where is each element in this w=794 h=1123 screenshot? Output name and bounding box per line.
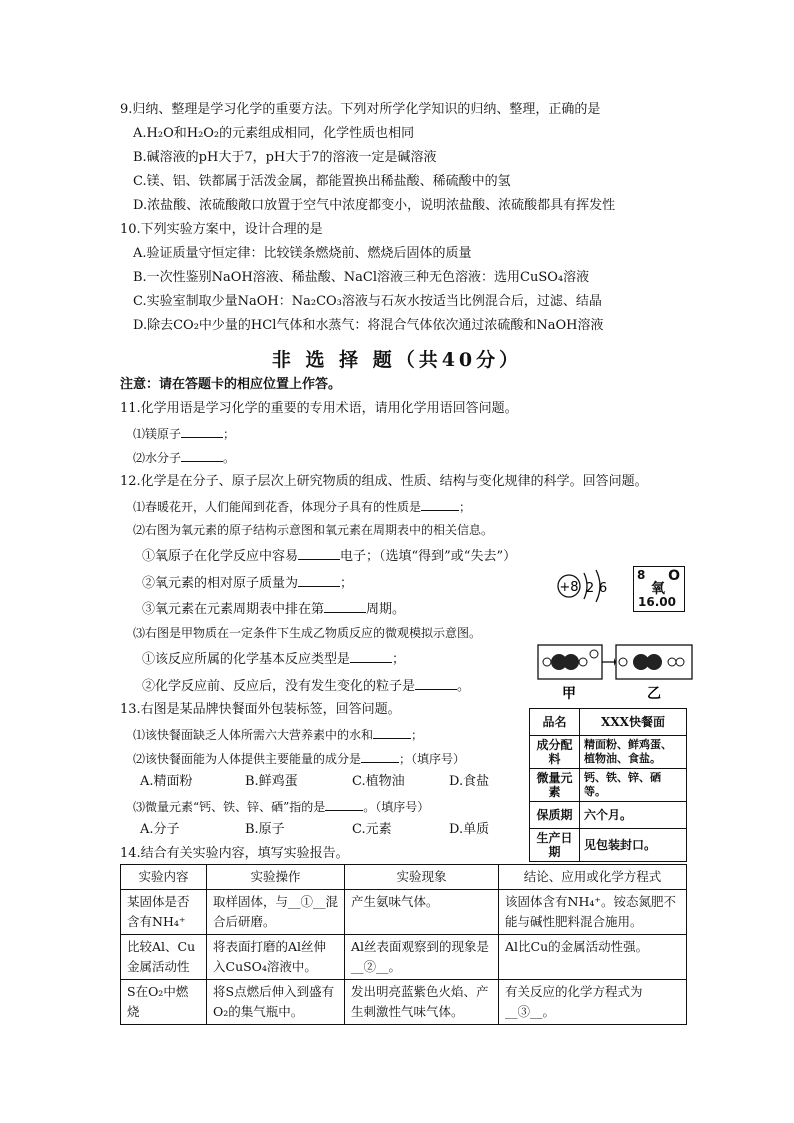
table-row bbox=[121, 890, 687, 935]
q10-option-c[interactable]: C.实验室制取少量NaOH：Na₂CO₃溶液与石灰水按适当比例混合后，过滤、结晶 bbox=[133, 294, 602, 309]
q11-stem: 11.化学用语是学习化学的重要的专用术语，请用化学用语回答问题。 bbox=[120, 401, 518, 416]
table-cell: 产生氨味气体。 bbox=[345, 890, 499, 935]
option[interactable]: B.鲜鸡蛋 bbox=[245, 774, 298, 789]
label: ⑴该快餐面缺乏人体所需六大营养素中的水和 bbox=[133, 728, 374, 742]
nucleus-charge: +8 bbox=[559, 580, 579, 595]
option[interactable]: C.植物油 bbox=[352, 774, 405, 789]
notice: 注意：请在答题卡的相应位置上作答。 bbox=[120, 377, 342, 392]
q9-option-d[interactable]: D.浓盐酸、浓硫酸敞口放置于空气中浓度都变小，说明浓盐酸、浓硫酸都具有挥发性 bbox=[133, 198, 616, 213]
q12-part3-2 bbox=[142, 676, 470, 696]
label-value: 见包装封口。 bbox=[580, 829, 687, 862]
punct: ； bbox=[459, 500, 472, 514]
table-cell: 该固体含有NH₄⁺。铵态氮肥不能与碱性肥料混合施用。 bbox=[499, 890, 687, 935]
table-header-row bbox=[121, 865, 687, 890]
label: ③氧元素在元素周期表中排在第 bbox=[142, 602, 325, 617]
q9-stem: 9.归纳、整理是学习化学的重要方法。下列对所学化学知识的归纳、整理，正确的是 bbox=[120, 102, 601, 117]
section-title: 非 选 择 题（共40分） bbox=[271, 349, 523, 371]
option[interactable]: A.分子 bbox=[140, 822, 180, 837]
label-row bbox=[530, 802, 687, 829]
label-key: 成分配料 bbox=[530, 736, 580, 769]
answer-blank[interactable] bbox=[350, 649, 392, 663]
label-value: 六个月。 bbox=[580, 802, 687, 829]
answer-blank[interactable] bbox=[298, 573, 340, 587]
shell-2-count: 6 bbox=[598, 581, 608, 596]
q10-option-b[interactable]: B.一次性鉴别NaOH溶液、稀盐酸、NaCl溶液三种无色溶液：选用CuSO₄溶液 bbox=[133, 270, 590, 285]
reaction-diagram bbox=[536, 644, 694, 702]
answer-blank[interactable] bbox=[415, 676, 457, 690]
label-value: 钙、铁、锌、硒等。 bbox=[580, 769, 687, 802]
punct: ； bbox=[392, 652, 406, 667]
q12-part1 bbox=[133, 497, 471, 516]
q12-part2: ⑵右图为氧元素的原子结构示意图和氧元素在周期表中的相关信息。 bbox=[133, 523, 494, 537]
q12-part3: ⑶右图是甲物质在一定条件下生成乙物质反应的微观模拟示意图。 bbox=[133, 626, 482, 640]
option[interactable]: D.单质 bbox=[449, 822, 490, 837]
q9-option-a[interactable]: A.H₂O和H₂O₂的元素组成相同，化学性质也相同 bbox=[133, 126, 415, 141]
small-atom bbox=[579, 658, 587, 666]
table-cell: S在O₂中燃烧 bbox=[121, 980, 207, 1025]
large-atom bbox=[646, 654, 662, 670]
option[interactable]: B.原子 bbox=[245, 822, 285, 837]
punct: 。 bbox=[223, 451, 236, 465]
answer-blank[interactable] bbox=[361, 749, 399, 763]
label: ；（填序号） bbox=[399, 752, 466, 766]
q9-option-b[interactable]: B.碱溶液的pH大于7，pH大于7的溶液一定是碱溶液 bbox=[133, 150, 437, 165]
table-cell[interactable]: 取样固体，与__①__混合后研磨。 bbox=[207, 890, 345, 935]
punct: ； bbox=[411, 728, 424, 742]
q11-part2 bbox=[133, 448, 235, 467]
element-name: 氧 bbox=[651, 581, 665, 597]
label: ②氧元素的相对原子质量为 bbox=[142, 576, 299, 591]
q12-stem: 12.化学是在分子、原子层次上研究物质的组成、性质、结构与变化规律的科学。回答问题。 bbox=[120, 474, 648, 489]
table-cell: Al比Cu的金属活动性强。 bbox=[499, 935, 687, 980]
option[interactable]: C.元素 bbox=[352, 822, 392, 837]
q12-part2-2 bbox=[142, 573, 353, 593]
table-cell: 将表面打磨的Al丝伸入CuSO₄溶液中。 bbox=[207, 935, 345, 980]
q12-part3-1 bbox=[142, 649, 405, 669]
label-row bbox=[530, 769, 687, 802]
label-row bbox=[530, 709, 687, 736]
shell-1-count: 2 bbox=[585, 581, 595, 596]
punct: ； bbox=[223, 427, 236, 441]
small-atom bbox=[590, 650, 598, 658]
label: ⑶微量元素“钙、铁、锌、硒”指的是 bbox=[133, 800, 326, 814]
label-row bbox=[530, 736, 687, 769]
table-row bbox=[121, 935, 687, 980]
label: 周期。 bbox=[366, 602, 406, 617]
punct: ； bbox=[340, 576, 354, 591]
after-label: 乙 bbox=[647, 686, 661, 702]
answer-blank[interactable] bbox=[298, 546, 340, 560]
small-atom bbox=[619, 658, 627, 666]
q11-part2-label: ⑵水分子 bbox=[133, 451, 182, 465]
q11-part1 bbox=[133, 424, 235, 443]
small-atom bbox=[676, 658, 684, 666]
answer-blank[interactable] bbox=[181, 448, 223, 462]
table-cell: 某固体是否含有NH₄⁺ bbox=[121, 890, 207, 935]
table-cell: 将S点燃后伸入到盛有O₂的集气瓶中。 bbox=[207, 980, 345, 1025]
q10-stem: 10.下列实验方案中，设计合理的是 bbox=[120, 222, 323, 237]
label: ⑵该快餐面能为人体提供主要能量的成分是 bbox=[133, 752, 362, 766]
q13-part2-options bbox=[140, 773, 489, 791]
q9-option-c[interactable]: C.镁、铝、铁都属于活泼金属，都能置换出稀盐酸、稀硫酸中的氢 bbox=[133, 174, 511, 189]
label-key: 品名 bbox=[530, 709, 580, 736]
large-atom bbox=[563, 654, 579, 670]
label: 。（填序号） bbox=[363, 800, 430, 814]
option[interactable]: A.精面粉 bbox=[140, 774, 193, 789]
label: ②化学反应前、反应后，没有发生变化的粒子是 bbox=[142, 679, 416, 694]
table-header: 结论、应用或化学方程式 bbox=[499, 865, 687, 890]
punct: 。 bbox=[457, 679, 471, 694]
option[interactable]: D.食盐 bbox=[449, 774, 490, 789]
atomic-number: 8 bbox=[637, 568, 646, 582]
small-atom bbox=[543, 658, 551, 666]
element-symbol: O bbox=[668, 568, 680, 584]
answer-blank[interactable] bbox=[181, 424, 223, 438]
answer-blank[interactable] bbox=[325, 797, 363, 811]
answer-blank[interactable] bbox=[373, 725, 411, 739]
q14-stem: 14.结合有关实验内容，填写实验报告。 bbox=[120, 846, 349, 861]
table-header: 实验现象 bbox=[345, 865, 499, 890]
table-cell: 比较Al、Cu金属活动性 bbox=[121, 935, 207, 980]
q13-part2 bbox=[133, 749, 465, 768]
table-row bbox=[121, 980, 687, 1025]
label-value: XXX快餐面 bbox=[580, 709, 687, 736]
table-header: 实验操作 bbox=[207, 865, 345, 890]
label-row bbox=[530, 829, 687, 862]
product-label-table bbox=[529, 708, 687, 862]
q13-stem: 13.右图是某品牌快餐面外包装标签，回答问题。 bbox=[120, 702, 401, 717]
q13-part3-options bbox=[140, 821, 489, 839]
table-cell[interactable]: 有关反应的化学方程式为__③__。 bbox=[499, 980, 687, 1025]
table-header: 实验内容 bbox=[121, 865, 207, 890]
q12-part2-1 bbox=[142, 546, 516, 566]
label: ①该反应所属的化学基本反应类型是 bbox=[142, 652, 351, 667]
table-cell: 发出明亮蓝紫色火焰、产生刺激性气味气体。 bbox=[345, 980, 499, 1025]
atomic-mass: 16.00 bbox=[638, 595, 676, 609]
experiment-report-table bbox=[120, 864, 687, 1025]
label-key: 保质期 bbox=[530, 802, 580, 829]
q10-option-a[interactable]: A.验证质量守恒定律：比较镁条燃烧前、燃烧后固体的质量 bbox=[133, 246, 472, 261]
q10-option-d[interactable]: D.除去CO₂中少量的HCl气体和水蒸气：将混合气体依次通过浓硫酸和NaOH溶液 bbox=[133, 318, 604, 333]
q13-part1 bbox=[133, 725, 423, 744]
label: ①氧原子在化学反应中容易 bbox=[142, 549, 299, 564]
q13-part3 bbox=[133, 797, 429, 816]
periodic-table-cell bbox=[633, 566, 685, 612]
before-label: 甲 bbox=[562, 686, 576, 702]
label-key: 微量元素 bbox=[530, 769, 580, 802]
q12-part1-label: ⑴春暖花开，人们能闻到花香，体现分子具有的性质是 bbox=[133, 500, 422, 514]
label-value: 精面粉、鲜鸡蛋、植物油、食盐。 bbox=[580, 736, 687, 769]
label: 电子；（选填“得到”或“失去”） bbox=[340, 549, 517, 564]
table-cell[interactable]: Al丝表面观察到的现象是__②__。 bbox=[345, 935, 499, 980]
q11-part1-label: ⑴镁原子 bbox=[133, 427, 182, 441]
answer-blank[interactable] bbox=[421, 497, 459, 511]
atom-structure-diagram bbox=[553, 566, 615, 606]
small-atom bbox=[668, 658, 676, 666]
answer-blank[interactable] bbox=[324, 599, 366, 613]
label-key: 生产日期 bbox=[530, 829, 580, 862]
q12-part2-3 bbox=[142, 599, 405, 619]
